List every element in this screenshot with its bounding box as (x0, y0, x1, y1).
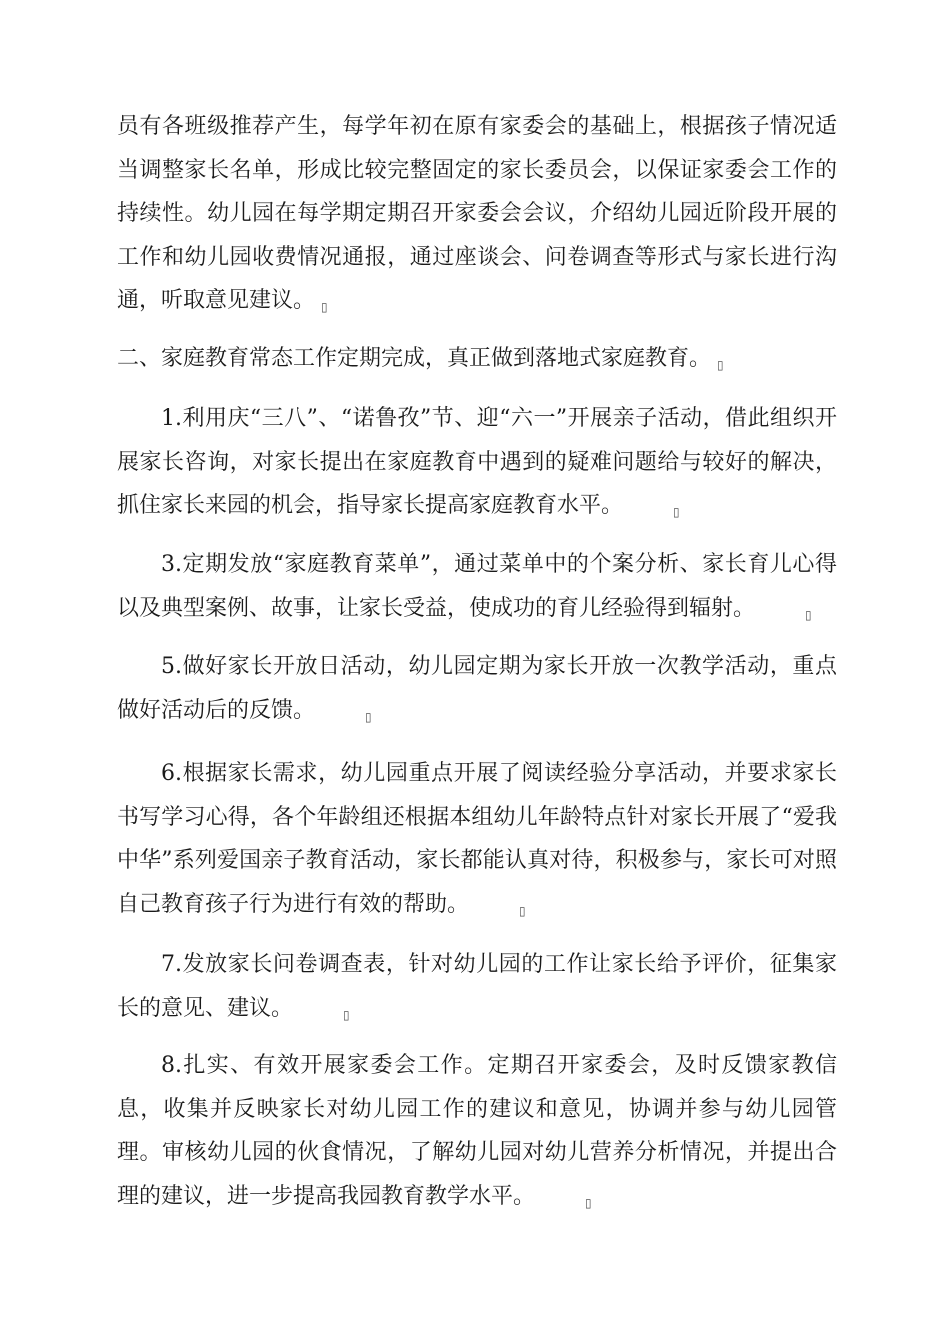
paragraph-mark-icon: ▯ (321, 300, 328, 314)
list-item-3 (117, 543, 837, 630)
list-item-5-text: 5.做好家长开放日活动，幼儿园定期为家长开放一次教学活动，重点做好活动后的反馈。 (117, 654, 837, 723)
section-heading-2-text: 二、家庭教育常态工作定期完成，真正做到落地式家庭教育。 (117, 346, 712, 371)
list-item-1 (117, 397, 837, 528)
paragraph-mark-icon: ▯ (585, 1195, 592, 1210)
paragraph-mark-icon: ▯ (673, 505, 680, 519)
paragraph-mark-icon: ▯ (717, 358, 724, 372)
paragraph-mark-icon: ▯ (343, 1007, 350, 1022)
section-heading-2 (117, 337, 837, 381)
paragraph-mark-icon: ▯ (519, 903, 526, 918)
list-item-6-text: 6.根据家长需求，幼儿园重点开展了阅读经验分享活动，并要求家长书写学习心得，各个年龄组还根据本组幼儿年龄特点针对家长开展了“爱我中华”系列爱国亲子教育活动，家长都能认真对待，积极参与，家长可对照自己教育孩子行为进行有效的帮助。 (117, 761, 837, 917)
paragraph-mark-icon: ▯ (365, 709, 372, 724)
paragraph-1 (117, 105, 837, 323)
list-item-3-text: 3.定期发放“家庭教育菜单”，通过菜单中的个案分析、家长育儿心得以及典型案例、故事，让家长受益，使成功的育儿经验得到辐射。 (117, 552, 837, 621)
list-item-5 (117, 645, 837, 732)
list-item-6 (117, 752, 837, 926)
list-item-7 (117, 943, 837, 1030)
paragraph-1-text: 员有各班级推荐产生，每学年初在原有家委会的基础上，根据孩子情况适当调整家长名单，形成比较完整固定的家长委员会，以保证家委会工作的持续性。幼儿园在每学期定期召开家委会会议，介绍幼儿园近阶段开展的工作和幼儿园收费情况通报，通过座谈会、问卷调查等形式与家长进行沟通，听取意见建议。 (117, 114, 837, 313)
list-item-8-text: 8.扎实、有效开展家委会工作。定期召开家委会，及时反馈家教信息，收集并反映家长对幼儿园工作的建议和意见，协调并参与幼儿园管理。审核幼儿园的伙食情况，了解幼儿园对幼儿营养分析情况，并提出合理的建议，进一步提高我园教育教学水平。 (117, 1053, 837, 1209)
list-item-1-text: 1.利用庆“三八”、“诺鲁孜”节、迎“六一”开展亲子活动，借此组织开展家长咨询，对家长提出在家庭教育中遇到的疑难问题给与较好的解决，抓住家长来园的机会，指导家长提高家庭教育水平。 (117, 406, 837, 518)
paragraph-mark-icon: ▯ (805, 607, 812, 622)
list-item-7-text: 7.发放家长问卷调查表，针对幼儿园的工作让家长给予评价，征集家长的意见、建议。 (117, 952, 837, 1021)
list-item-8 (117, 1044, 837, 1218)
